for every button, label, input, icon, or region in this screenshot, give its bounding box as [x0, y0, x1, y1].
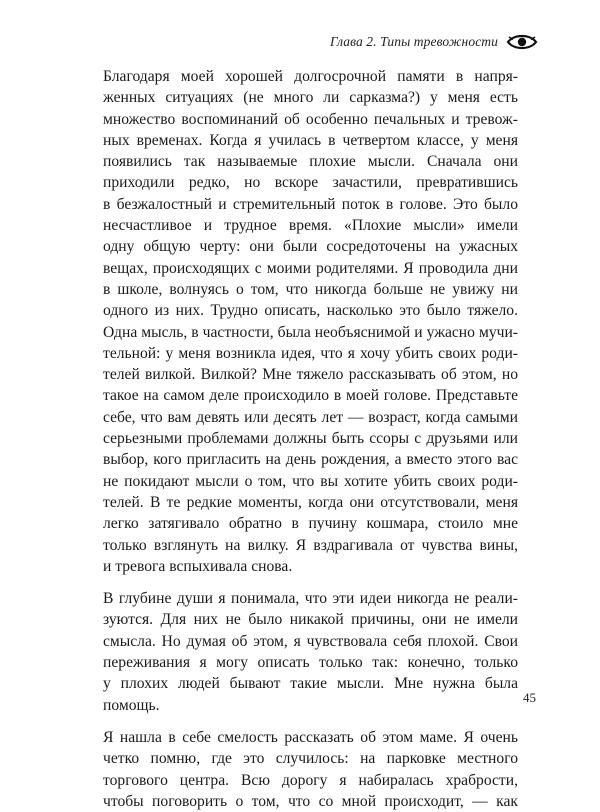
text-line: переживания я могу описать только так: конечно, только	[103, 654, 518, 672]
text-line: торгового центра. Всю дорогу я набиралась храбрости,	[103, 771, 518, 789]
text-line: появились так называемые плохие мысли. Сначала они	[103, 153, 518, 171]
text-line: В глубине души я понимала, что эти идеи никогда не реали-	[103, 590, 518, 608]
text-line: в школе, волнуясь о том, что никогда больше не увижу ни	[103, 280, 518, 298]
text-line: у плохих людей бывают такие мысли. Мне нужна была	[103, 675, 518, 693]
text-line: приходили редко, но вскоре зачастили, превратившись	[103, 174, 518, 192]
text-line: смысла. Но думая об этом, я чувствовала себя плохой. Свои	[103, 632, 518, 650]
text-line: несчастливое и трудное время. «Плохие мысли» имели	[103, 217, 518, 235]
paragraph-3	[103, 727, 518, 812]
running-title: Глава 2. Типы тревожности	[330, 34, 498, 49]
text-line: телей. В те редкие моменты, когда они отсутствовали, меня	[103, 493, 518, 511]
text-line: серьезными проблемами должны быть ссоры с друзьями или	[103, 430, 518, 448]
eye-icon	[506, 33, 538, 51]
text-line: вещах, происходящих с моими родителями. Я проводила дни	[103, 259, 518, 277]
text-line: одну общую черту: они были сосредоточены на ужасных	[103, 238, 518, 256]
text-line: Я нашла в себе смелость рассказать об этом маме. Я очень	[103, 728, 518, 746]
text-line: себе, что вам девять или десять лет — возраст, когда самыми	[103, 408, 518, 426]
page-number: 45	[523, 690, 536, 705]
text-line: телей вилкой. Вилкой? Мне тяжело рассказывать об этом, но	[103, 366, 518, 384]
text-line: ных временах. Когда я училась в четвертом классе, у меня	[103, 131, 518, 149]
text-line: чтобы поговорить о том, что со мной происходит, — как	[103, 792, 518, 810]
text-line: женных ситуациях (не много ли сарказма?) у меня есть	[103, 89, 518, 107]
text-line: одного из них. Трудно описать, насколько это было тяжело.	[103, 302, 518, 320]
text-line: такое на самом деле происходило в моей голове. Представьте	[103, 387, 518, 405]
text-line: в безжалостный и стремительный поток в голове. Это было	[103, 195, 518, 213]
text-line: выбор, кого пригласить на день рождения, а вместо этого вас	[103, 451, 518, 469]
text-line: зуются. Для них не было никакой причины, они не имели	[103, 611, 518, 629]
text-line: не покидают мысли о том, что вы хотите убить своих роди-	[103, 472, 518, 490]
paragraph-2	[103, 588, 518, 716]
text-line: четко помню, где это случилось: на парковке местного	[103, 750, 518, 768]
paragraph-gap	[103, 577, 518, 588]
text-line: Благодаря моей хорошей долгосрочной памяти в напря-	[103, 68, 518, 85]
text-line: Одна мысль, в частности, была необъяснимой и ужасно мучи-	[103, 323, 518, 341]
text-line: помощь.	[103, 696, 160, 714]
running-header	[330, 33, 538, 51]
paragraph-gap	[103, 716, 518, 727]
text-line: тельной: у меня возникла идея, что я хочу убить своих роди-	[103, 344, 518, 362]
text-line: только взглянуть на вилку. Я вздрагивала от чувства вины,	[103, 536, 518, 554]
text-line: легко затягивало обратно в пучину кошмара, стоило мне	[103, 515, 518, 533]
text-line: множество воспоминаний об особенно печальных и тревож-	[103, 110, 518, 128]
body-text	[103, 66, 518, 812]
paragraph-1	[103, 66, 518, 577]
text-line: и тревога вспыхивала снова.	[103, 557, 293, 575]
